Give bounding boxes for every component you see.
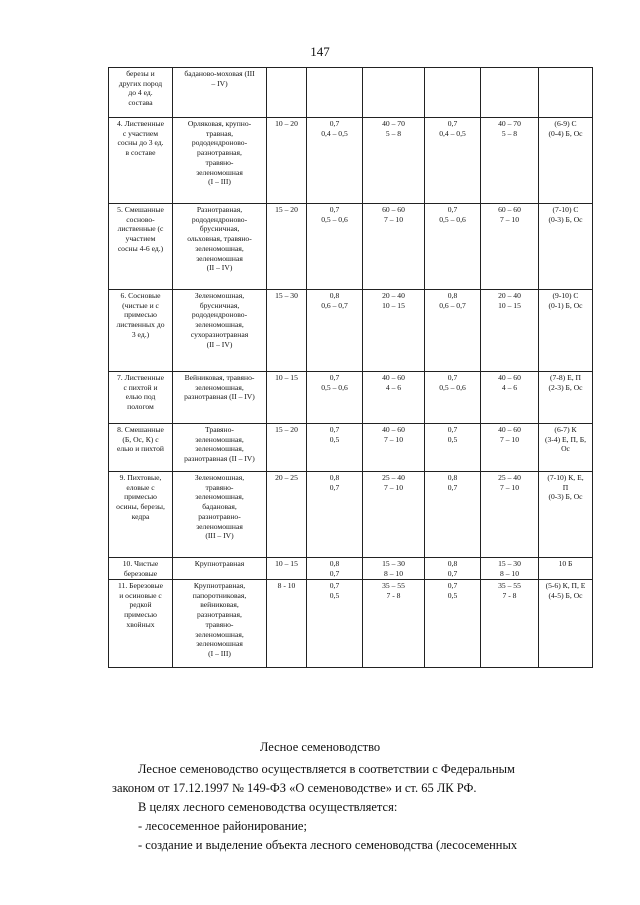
cell-line: травяно- <box>205 619 234 629</box>
cell-line: 8 - 10 <box>277 581 296 590</box>
cell-density-2 <box>425 558 481 580</box>
cell-line: 40 – 60 <box>498 373 521 382</box>
cell-line: примесью <box>124 492 157 502</box>
cell-height-1 <box>363 424 425 472</box>
cell-line: 0,5 – 0,6 <box>321 382 348 392</box>
cell-line: 7 – 10 <box>500 214 519 224</box>
cell-line: до 4 ед. <box>128 88 153 98</box>
cell-composition <box>539 372 593 424</box>
cell-line: 0,7 <box>447 373 458 382</box>
cell-line: сухоразнотравная <box>190 329 249 339</box>
cell-line: (0-3) Б, Ос <box>548 492 583 502</box>
cell-age <box>267 118 307 204</box>
cell-line: (Б, Ос, К) с <box>122 434 159 444</box>
cell-line: 0,7 <box>329 425 340 434</box>
cell-line: (I – III) <box>208 177 231 187</box>
cell-line: зеленомошная <box>196 167 243 177</box>
cell-line: 25 – 40 <box>382 473 405 482</box>
cell-density-1 <box>307 68 363 118</box>
cell-composition <box>539 68 593 118</box>
cell-line: 0,7 <box>329 482 340 492</box>
cell-line: разнотравная (II – IV) <box>184 392 255 402</box>
cell-line: участием <box>125 234 156 244</box>
cell-line: сосны 4-6 ед.) <box>117 243 164 253</box>
cell-line: 60 – 60 <box>498 205 521 214</box>
cell-height-2 <box>481 472 539 558</box>
cell-line: 11. Березовые <box>118 581 163 590</box>
cell-line: Орляковая, крупно- <box>187 119 252 128</box>
cell-line: 0,8 <box>447 559 458 568</box>
cell-line: папоротниковая, <box>192 590 247 600</box>
cell-forest-types <box>173 558 267 580</box>
cell-line: 60 – 60 <box>382 205 405 214</box>
cell-forest-group <box>109 290 173 372</box>
cell-line: 6. Сосновые <box>120 291 161 300</box>
cell-line: травная, <box>206 128 233 138</box>
cell-density-2 <box>425 372 481 424</box>
cell-line: лиственные (с <box>117 224 164 234</box>
cell-line: зеленомошная <box>196 639 243 649</box>
table-body <box>109 68 593 668</box>
cell-composition <box>539 118 593 204</box>
cell-line: примесью <box>124 610 157 620</box>
cell-height-1 <box>363 580 425 668</box>
cell-line: зеленомошная, <box>195 434 244 444</box>
cell-age <box>267 424 307 472</box>
cell-line: 40 – 70 <box>382 119 405 128</box>
cell-line: 0,5 <box>447 434 458 444</box>
cell-height-2 <box>481 580 539 668</box>
cell-line: 7 – 10 <box>500 434 519 444</box>
cell-line: 0,7 <box>329 581 340 590</box>
cell-line: еловые с <box>126 482 155 492</box>
cell-line: елью под <box>125 392 156 402</box>
cell-line: редкой <box>129 600 152 610</box>
cell-line: с пихтой и <box>123 382 158 392</box>
paragraph-line: - создание и выделение объекта лесного семеноводства (лесосеменных <box>138 838 518 852</box>
cell-line: Вейниковая, травяно- <box>184 373 255 382</box>
cell-line: 15 – 30 <box>275 291 298 300</box>
cell-line: 0,7 <box>447 119 458 128</box>
cell-line: разнотравная (II – IV) <box>184 454 255 464</box>
cell-line: разнотравная, <box>197 148 242 158</box>
cell-line: баданово-моховая (III <box>184 69 255 78</box>
cell-line: 0,6 – 0,7 <box>321 300 348 310</box>
table-row <box>109 372 593 424</box>
cell-height-2 <box>481 372 539 424</box>
cell-line: Травяно- <box>205 425 234 434</box>
cell-line: осины, березы, <box>116 502 165 512</box>
cell-age <box>267 204 307 290</box>
cell-line: 10. Чистые <box>122 559 159 568</box>
cell-line: сосны до 3 ед. <box>117 138 164 148</box>
cell-line: 25 – 40 <box>498 473 521 482</box>
cell-density-1 <box>307 290 363 372</box>
cell-composition <box>539 290 593 372</box>
cell-line: (II – IV) <box>206 339 233 349</box>
cell-line: 7 – 10 <box>384 214 403 224</box>
cell-line: ольховная, травяно- <box>187 234 252 244</box>
cell-age <box>267 68 307 118</box>
cell-line: кедра <box>131 511 150 521</box>
cell-line: березы и <box>126 69 155 78</box>
section-heading: Лесное семеноводство <box>259 740 381 754</box>
cell-age <box>267 558 307 580</box>
cell-line: (7-10) К, Е, <box>547 473 584 482</box>
cell-line: (I – III) <box>208 649 231 659</box>
cell-age <box>267 372 307 424</box>
cell-height-2 <box>481 68 539 118</box>
cell-height-2 <box>481 424 539 472</box>
cell-line: и осиновые с <box>119 590 162 600</box>
cell-line: 20 – 40 <box>382 291 405 300</box>
cell-line: (7-8) Е, П <box>550 373 581 382</box>
cell-density-1 <box>307 204 363 290</box>
cell-forest-types <box>173 204 267 290</box>
table-row <box>109 558 593 580</box>
cell-line: 0,5 – 0,6 <box>321 214 348 224</box>
cell-line: 8 – 10 <box>384 568 403 578</box>
cell-line: елью и пихтой <box>117 444 164 454</box>
cell-height-1 <box>363 372 425 424</box>
cell-line: 0,6 – 0,7 <box>439 300 466 310</box>
cell-height-1 <box>363 204 425 290</box>
cell-line: состава <box>128 98 153 108</box>
cell-height-1 <box>363 472 425 558</box>
cell-line: брусничная, <box>199 224 240 234</box>
cell-forest-group <box>109 118 173 204</box>
cell-line: (6-7) К <box>554 425 577 434</box>
cell-line: Зеленомошная, <box>194 473 245 482</box>
cell-line: хвойных <box>126 619 155 629</box>
forest-types-table <box>108 67 593 668</box>
cell-line: Крупнотравная, <box>193 581 246 590</box>
cell-density-2 <box>425 118 481 204</box>
cell-density-2 <box>425 68 481 118</box>
cell-line: других пород <box>118 78 163 88</box>
cell-line: 5. Смешанные <box>117 205 164 214</box>
paragraph-line: законом от 17.12.1997 № 149-ФЗ «О семеноводстве» и ст. 65 ЛК РФ. <box>112 781 477 795</box>
cell-forest-group <box>109 68 173 118</box>
cell-line: в составе <box>125 148 156 158</box>
cell-line: 10 – 15 <box>382 300 405 310</box>
cell-line: разнотравная, <box>197 610 242 620</box>
cell-forest-group <box>109 472 173 558</box>
cell-line: Зеленомошная, <box>194 291 245 300</box>
cell-forest-types <box>173 118 267 204</box>
cell-line: 10 Б <box>558 559 573 568</box>
cell-line: зеленомошная, <box>195 629 244 639</box>
cell-line: (III – IV) <box>205 531 234 541</box>
cell-line: зеленомошная, <box>195 320 244 330</box>
cell-line: 0,5 <box>447 590 458 600</box>
cell-line: примесью <box>124 310 157 320</box>
table-row <box>109 424 593 472</box>
table-row <box>109 118 593 204</box>
cell-density-2 <box>425 204 481 290</box>
cell-line: 0,7 <box>447 425 458 434</box>
cell-line: (0-3) Б, Ос <box>548 214 583 224</box>
cell-line: 0,7 <box>447 568 458 578</box>
cell-line: 0,8 <box>329 473 340 482</box>
cell-density-2 <box>425 424 481 472</box>
paragraph-line: В целях лесного семеноводства осуществляется: <box>138 800 398 814</box>
cell-line: брусничная, <box>199 300 240 310</box>
table-row <box>109 68 593 118</box>
cell-line: П <box>562 482 569 492</box>
cell-line: 0,7 <box>447 482 458 492</box>
cell-line: зеленомошная, <box>195 444 244 454</box>
cell-line: 0,4 – 0,5 <box>439 128 466 138</box>
cell-line: 5 – 8 <box>501 128 518 138</box>
cell-line: (0-1) Б, Ос <box>548 300 583 310</box>
cell-height-2 <box>481 118 539 204</box>
table-row <box>109 472 593 558</box>
cell-composition <box>539 580 593 668</box>
cell-line: 8. Смешанные <box>117 425 164 434</box>
cell-line: (5-6) К, П, Е <box>545 581 586 590</box>
cell-density-2 <box>425 580 481 668</box>
cell-density-1 <box>307 372 363 424</box>
cell-line: 7 – 10 <box>500 482 519 492</box>
cell-line: 4 – 6 <box>501 382 518 392</box>
cell-height-1 <box>363 118 425 204</box>
cell-forest-group <box>109 580 173 668</box>
cell-line: 0,5 – 0,6 <box>439 382 466 392</box>
cell-line: зеленомошная <box>196 253 243 263</box>
cell-line: 4 – 6 <box>385 382 402 392</box>
cell-age <box>267 290 307 372</box>
cell-line: 0,7 <box>447 581 458 590</box>
cell-line: березовые <box>123 568 158 578</box>
table-row <box>109 580 593 668</box>
cell-line: 5 – 8 <box>385 128 402 138</box>
cell-height-1 <box>363 558 425 580</box>
cell-density-2 <box>425 472 481 558</box>
cell-line: травяно- <box>205 482 234 492</box>
cell-line: 7. Лиственные <box>116 373 164 382</box>
cell-line: – IV) <box>211 78 228 88</box>
cell-line: (0-4) Б, Ос <box>548 128 583 138</box>
cell-forest-group <box>109 372 173 424</box>
cell-line: 40 – 60 <box>498 425 521 434</box>
cell-line: 0,5 – 0,6 <box>439 214 466 224</box>
cell-height-1 <box>363 68 425 118</box>
cell-line: 7 – 10 <box>384 482 403 492</box>
cell-line: (4-5) Б, Ос <box>548 590 583 600</box>
cell-line: 15 – 30 <box>382 559 405 568</box>
cell-line: Крупнотравная <box>194 559 245 568</box>
cell-line: зеленомошная, <box>195 382 244 392</box>
cell-composition <box>539 204 593 290</box>
cell-line: 0,7 <box>329 568 340 578</box>
cell-density-1 <box>307 118 363 204</box>
cell-line: 9. Пихтовые, <box>119 473 162 482</box>
cell-line: 15 – 20 <box>275 425 298 434</box>
cell-line: (9-10) С <box>552 291 579 300</box>
cell-line: 0,8 <box>329 291 340 300</box>
cell-age <box>267 580 307 668</box>
cell-line: 0,7 <box>329 119 340 128</box>
cell-line: Ос <box>561 444 570 454</box>
cell-line: 0,5 <box>329 434 340 444</box>
cell-line: 0,8 <box>329 559 340 568</box>
cell-forest-group <box>109 558 173 580</box>
cell-line: (II – IV) <box>206 263 233 273</box>
cell-line: 40 – 70 <box>498 119 521 128</box>
cell-line: 35 – 55 <box>498 581 521 590</box>
cell-line: 3 ед.) <box>131 329 150 339</box>
cell-line: зеленомошная <box>196 521 243 531</box>
cell-line: 10 – 20 <box>275 119 298 128</box>
cell-forest-group <box>109 204 173 290</box>
cell-line: 8 – 10 <box>500 568 519 578</box>
cell-line: лиственных до <box>116 320 165 330</box>
table-row <box>109 290 593 372</box>
cell-line: 0,7 <box>329 205 340 214</box>
cell-line: (6-9) С <box>554 119 577 128</box>
cell-line: 7 - 8 <box>502 590 517 600</box>
cell-forest-types <box>173 68 267 118</box>
cell-forest-types <box>173 424 267 472</box>
cell-line: (3-4) Е, П, Б, <box>544 434 587 444</box>
cell-density-1 <box>307 472 363 558</box>
cell-line: с участием <box>122 128 159 138</box>
cell-forest-types <box>173 290 267 372</box>
cell-line: 10 – 15 <box>275 373 298 382</box>
cell-density-1 <box>307 558 363 580</box>
cell-line: 0,7 <box>447 205 458 214</box>
cell-line: 15 – 30 <box>498 559 521 568</box>
cell-forest-group <box>109 424 173 472</box>
cell-line: Разнотравная, <box>196 205 243 214</box>
cell-line: 7 - 8 <box>386 590 401 600</box>
cell-line: зеленомошная, <box>195 492 244 502</box>
cell-line: разнотравно- <box>198 511 241 521</box>
cell-line: рододендроново- <box>191 214 248 224</box>
cell-line: 0,4 – 0,5 <box>321 128 348 138</box>
cell-line: травяно- <box>205 157 234 167</box>
cell-line: 4. Лиственные <box>116 119 164 128</box>
cell-line: пологом <box>127 402 154 412</box>
cell-height-2 <box>481 204 539 290</box>
cell-forest-types <box>173 372 267 424</box>
cell-line: 40 – 60 <box>382 373 405 382</box>
cell-line: 7 – 10 <box>384 434 403 444</box>
cell-line: 0,8 <box>447 473 458 482</box>
cell-density-1 <box>307 424 363 472</box>
table-row <box>109 204 593 290</box>
cell-line: рододендроново- <box>191 310 248 320</box>
cell-line: 15 – 20 <box>275 205 298 214</box>
cell-line: зеленомошная, <box>195 243 244 253</box>
cell-line: 35 – 55 <box>382 581 405 590</box>
cell-composition <box>539 424 593 472</box>
cell-composition <box>539 472 593 558</box>
cell-line: 0,8 <box>447 291 458 300</box>
paragraph-line: - лесосеменное районирование; <box>138 819 307 833</box>
cell-line: рододендроново- <box>191 138 248 148</box>
paragraph-line: Лесное семеноводство осуществляется в соответствии с Федеральным <box>138 762 515 776</box>
cell-line: (чистые и с <box>122 300 159 310</box>
cell-line: 20 – 25 <box>275 473 298 482</box>
cell-height-2 <box>481 290 539 372</box>
cell-density-2 <box>425 290 481 372</box>
cell-height-2 <box>481 558 539 580</box>
cell-line: 10 – 15 <box>498 300 521 310</box>
cell-line: (2-3) Б, Ос <box>548 382 583 392</box>
cell-line: бадановая, <box>202 502 237 512</box>
cell-line: 0,7 <box>329 373 340 382</box>
cell-age <box>267 472 307 558</box>
cell-line: 10 – 15 <box>275 559 298 568</box>
cell-line: вейниковая, <box>200 600 239 610</box>
cell-composition <box>539 558 593 580</box>
cell-height-1 <box>363 290 425 372</box>
cell-line: (7-10) С <box>552 205 579 214</box>
page-number: 147 <box>310 44 330 59</box>
cell-line: 40 – 60 <box>382 425 405 434</box>
cell-forest-types <box>173 580 267 668</box>
cell-line: 0,5 <box>329 590 340 600</box>
cell-line: сосново- <box>126 214 155 224</box>
cell-forest-types <box>173 472 267 558</box>
cell-density-1 <box>307 580 363 668</box>
cell-line: 20 – 40 <box>498 291 521 300</box>
